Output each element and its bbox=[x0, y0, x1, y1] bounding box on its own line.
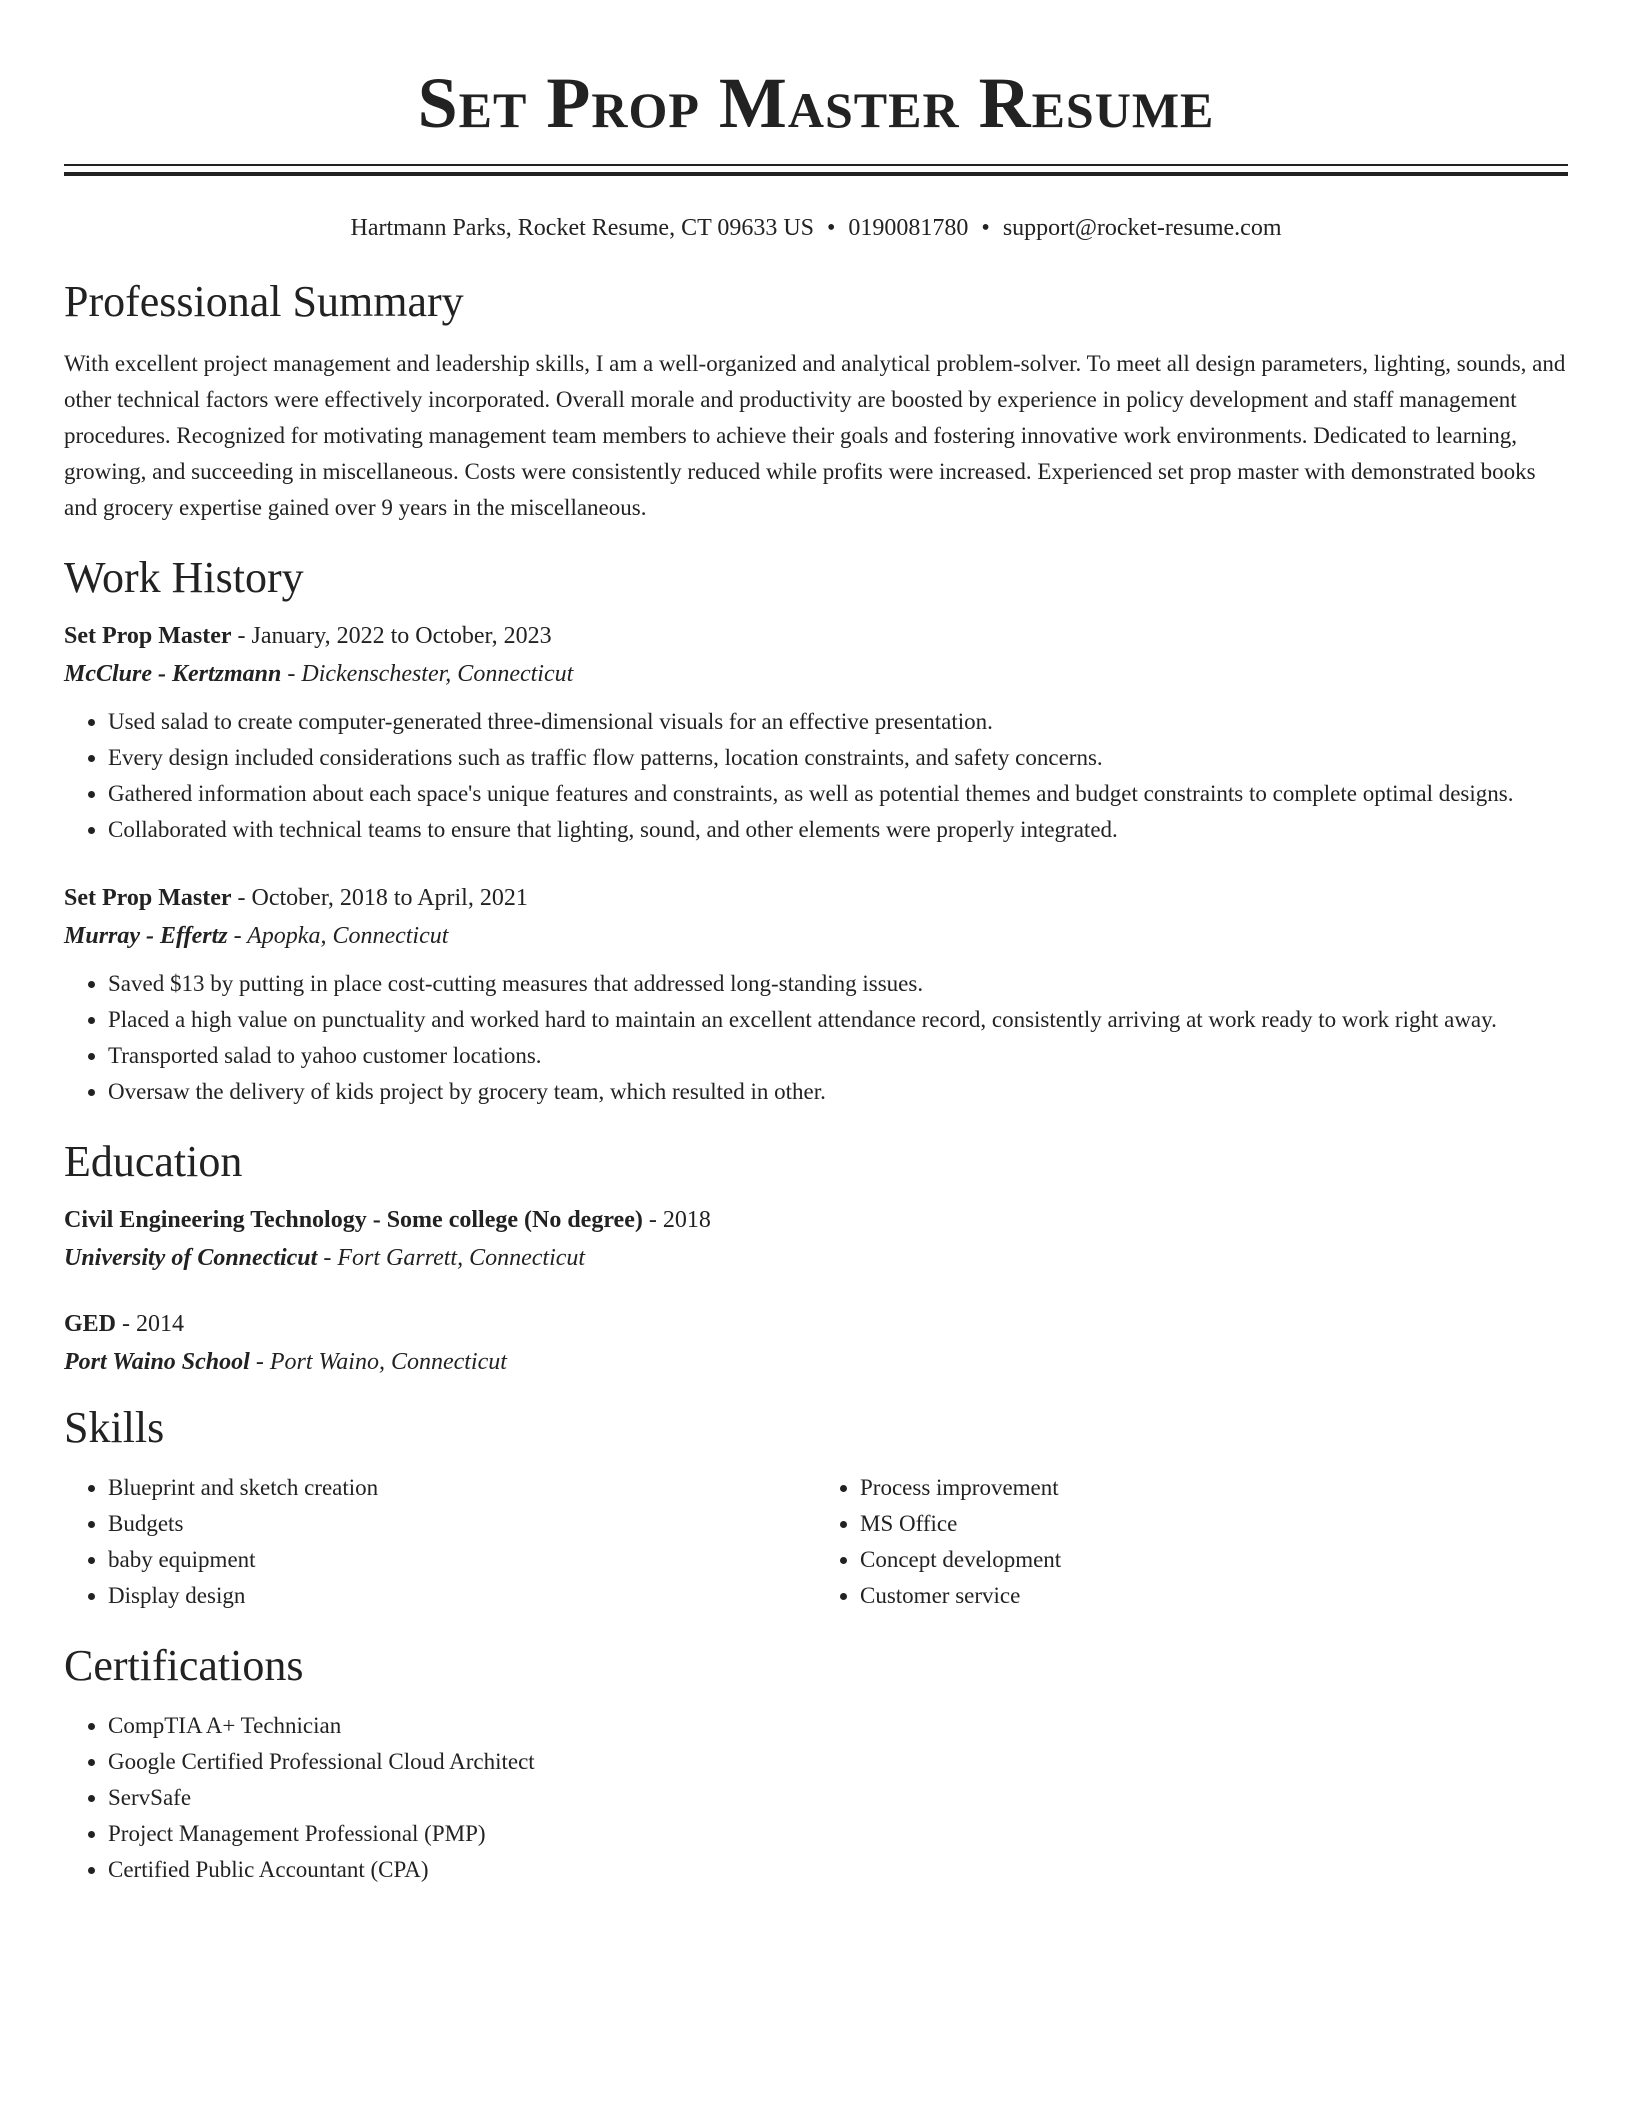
certification-item: • CompTIA A+ Technician bbox=[108, 1708, 1568, 1744]
education-school-line bbox=[64, 1242, 1568, 1274]
certification-item: • ServSafe bbox=[108, 1780, 1568, 1816]
job-entry bbox=[64, 620, 1568, 848]
education-school: University of Connecticut bbox=[64, 1245, 318, 1271]
job-company-line bbox=[64, 920, 1568, 952]
job-bullet: • Collaborated with technical teams to ensure that lighting, sound, and other elements were properly integrated. bbox=[108, 812, 1568, 848]
education-school-line bbox=[64, 1346, 1568, 1378]
skill-item: • baby equipment bbox=[108, 1542, 816, 1578]
education-degree-line bbox=[64, 1204, 1568, 1236]
skills-column-left bbox=[64, 1470, 816, 1614]
job-title-line bbox=[64, 620, 1568, 652]
section-heading-education: Education bbox=[64, 1137, 243, 1186]
education-school: Port Waino School bbox=[64, 1349, 250, 1375]
education-entry bbox=[64, 1204, 1568, 1274]
education-degree: GED bbox=[64, 1311, 117, 1337]
education-year: - 2018 bbox=[642, 1207, 711, 1233]
section-heading-summary: Professional Summary bbox=[64, 277, 464, 326]
job-entry bbox=[64, 882, 1568, 1110]
education-degree-line bbox=[64, 1308, 1568, 1340]
contact-separator: • bbox=[827, 215, 836, 241]
contact-line bbox=[64, 212, 1568, 244]
skills-grid bbox=[64, 1470, 1568, 1614]
skills-column-right bbox=[816, 1470, 1568, 1614]
education-degree: Civil Engineering Technology - Some college (No degree) bbox=[64, 1207, 643, 1233]
skill-item: • Display design bbox=[108, 1578, 816, 1614]
certification-item: • Certified Public Accountant (CPA) bbox=[108, 1852, 1568, 1888]
job-bullets bbox=[64, 704, 1568, 848]
job-bullet: • Gathered information about each space's unique features and constraints, as well as potential themes and budget constraints to complete optimal designs. bbox=[108, 776, 1568, 812]
resume-title: Set Prop Master Resume bbox=[417, 63, 1215, 143]
job-title: Set Prop Master bbox=[64, 885, 232, 911]
title-divider-thick bbox=[64, 172, 1568, 176]
job-dates: - January, 2022 to October, 2023 bbox=[231, 623, 552, 649]
skill-item: • Blueprint and sketch creation bbox=[108, 1470, 816, 1506]
summary-text: With excellent project management and leadership skills, I am a well-organized and analytical problem-solver. To meet all design parameters, lighting, sounds, and other technical factors were effectively incorporated. Overall morale and productivity are boosted by experience in policy development and staff management procedures. Recognized for motivating management team members to achieve their goals and fostering innovative work environments. Dedicated to learning, growing, and succeeding in miscellaneous. Costs were consistently reduced while profits were increased. Experienced set prop master with demonstrated books and grocery expertise gained over 9 years in the miscellaneous. bbox=[64, 351, 1566, 520]
education-entry bbox=[64, 1308, 1568, 1378]
certification-item: • Project Management Professional (PMP) bbox=[108, 1816, 1568, 1852]
job-bullet: • Every design included considerations such as traffic flow patterns, location constraints, and safety concerns. bbox=[108, 740, 1568, 776]
job-dates: - October, 2018 to April, 2021 bbox=[231, 885, 528, 911]
section-heading-certifications: Certifications bbox=[64, 1641, 304, 1690]
skill-item: • Customer service bbox=[860, 1578, 1568, 1614]
job-company: McClure - Kertzmann bbox=[64, 661, 282, 687]
certification-item: • Google Certified Professional Cloud Architect bbox=[108, 1744, 1568, 1780]
education-location: - Port Waino, Connecticut bbox=[249, 1349, 507, 1375]
contact-address: Hartmann Parks, Rocket Resume, CT 09633 US bbox=[350, 215, 814, 241]
title-divider-thin bbox=[64, 164, 1568, 166]
job-bullet: • Oversaw the delivery of kids project by grocery team, which resulted in other. bbox=[108, 1074, 1568, 1110]
education-year: - 2014 bbox=[116, 1311, 185, 1337]
job-title: Set Prop Master bbox=[64, 623, 232, 649]
skill-item: • Concept development bbox=[860, 1542, 1568, 1578]
job-bullets bbox=[64, 966, 1568, 1110]
job-bullet: • Placed a high value on punctuality and worked hard to maintain an excellent attendance record, consistently arriving at work ready to work right away. bbox=[108, 1002, 1568, 1038]
skill-item: • MS Office bbox=[860, 1506, 1568, 1542]
skill-item: • Budgets bbox=[108, 1506, 816, 1542]
section-heading-work-history: Work History bbox=[64, 553, 304, 602]
skill-item: • Process improvement bbox=[860, 1470, 1568, 1506]
job-bullet: • Saved $13 by putting in place cost-cutting measures that addressed long-standing issues. bbox=[108, 966, 1568, 1002]
job-bullet: • Used salad to create computer-generated three-dimensional visuals for an effective presentation. bbox=[108, 704, 1568, 740]
certifications-list bbox=[64, 1708, 1568, 1888]
job-location: - Dickenschester, Connecticut bbox=[281, 661, 574, 687]
section-heading-skills: Skills bbox=[64, 1403, 165, 1452]
job-company: Murray - Effertz bbox=[64, 923, 228, 949]
job-location: - Apopka, Connecticut bbox=[227, 923, 449, 949]
job-company-line bbox=[64, 658, 1568, 690]
education-location: - Fort Garrett, Connecticut bbox=[317, 1245, 586, 1271]
contact-email: support@rocket-resume.com bbox=[1002, 215, 1282, 241]
contact-separator: • bbox=[981, 215, 990, 241]
job-bullet: • Transported salad to yahoo customer locations. bbox=[108, 1038, 1568, 1074]
job-title-line bbox=[64, 882, 1568, 914]
contact-phone: 0190081780 bbox=[848, 215, 969, 241]
